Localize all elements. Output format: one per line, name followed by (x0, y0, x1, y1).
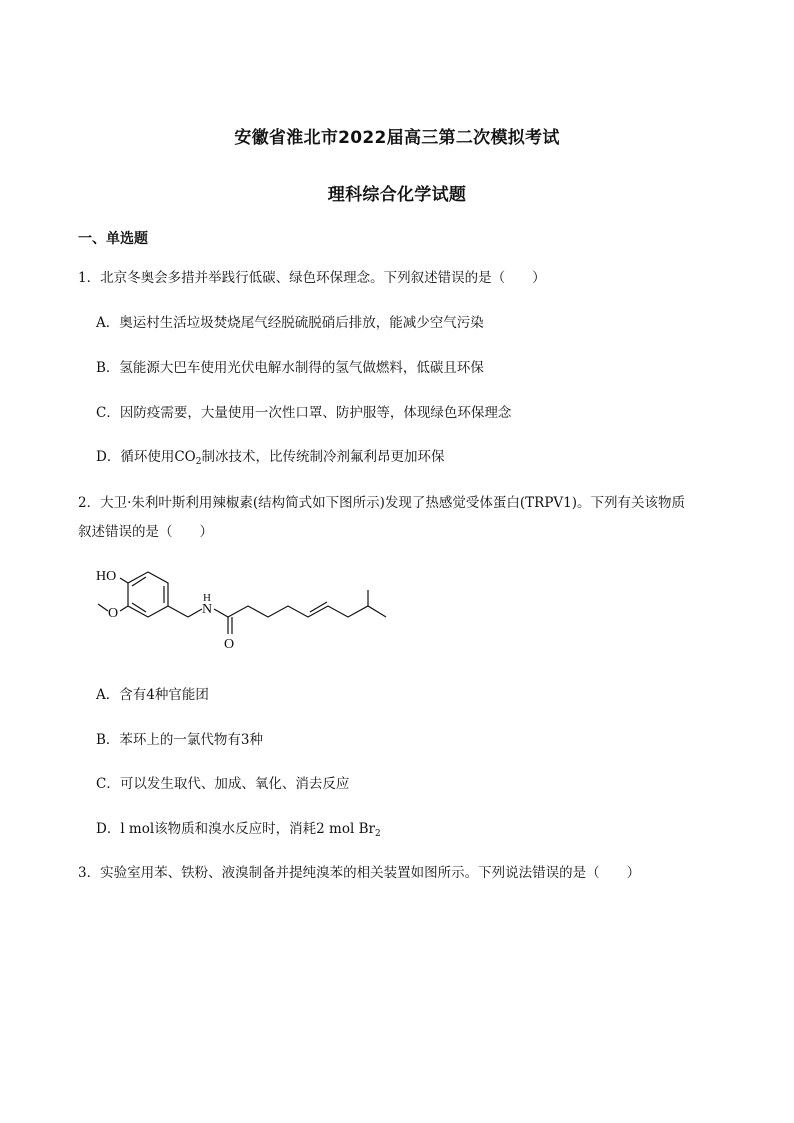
question-2-option-d (96, 817, 381, 837)
question-2-option-a: A．含有4种官能团 (96, 687, 209, 703)
label-ho: HO (96, 569, 117, 584)
label-h: H (203, 592, 211, 604)
question-1-option-c: C．因防疫需要，大量使用一次性口罩、防护服等，体现绿色环保理念 (96, 405, 512, 421)
question-2-stem-line-1: 2．大卫·朱利叶斯利用辣椒素(结构简式如下图所示)发现了热感觉受体蛋白(TRPV1)。下列有关该物质 (78, 495, 686, 511)
option-d-subscript: 2 (195, 457, 202, 467)
question-2-stem-line-2: 叙述错误的是（ ） (78, 524, 213, 540)
question-2-option-c: C．可以发生取代、加成、氧化、消去反应 (96, 776, 350, 792)
option-d-subscript: 2 (374, 829, 381, 839)
question-1-stem: 1．北京冬奥会多措并举践行低碳、绿色环保理念。下列叙述错误的是（ ） (78, 270, 546, 286)
option-d-text: D．l mol该物质和溴水反应时，消耗2 mol Br (96, 821, 375, 837)
section-heading: 一、单选题 (78, 231, 148, 247)
option-d-text-pre: D．循环使用CO (96, 449, 196, 465)
question-1-option-b: B．氢能源大巴车使用光伏电解水制得的氢气做燃料，低碳且环保 (96, 360, 484, 376)
document-subtitle: 理科综合化学试题 (327, 185, 467, 205)
document-title: 安徽省淮北市2022届高三第二次模拟考试 (234, 128, 560, 148)
question-1-option-a: A．奥运村生活垃圾焚烧尾气经脱硫脱硝后排放，能减少空气污染 (96, 315, 484, 331)
option-d-text-post: 制冰技术，比传统制冷剂氟利昂更加环保 (201, 449, 445, 465)
question-2-option-b: B．苯环上的一氯代物有3种 (96, 732, 264, 748)
label-o-methoxy: O (108, 606, 119, 621)
question-3-stem: 3．实验室用苯、铁粉、液溴制备并提纯溴苯的相关装置如图所示。下列说法错误的是（ ） (78, 865, 641, 881)
label-n: N (202, 602, 213, 617)
label-o-carbonyl: O (224, 637, 235, 652)
capsaicin-structure (90, 560, 390, 660)
question-1-option-d (96, 445, 444, 465)
